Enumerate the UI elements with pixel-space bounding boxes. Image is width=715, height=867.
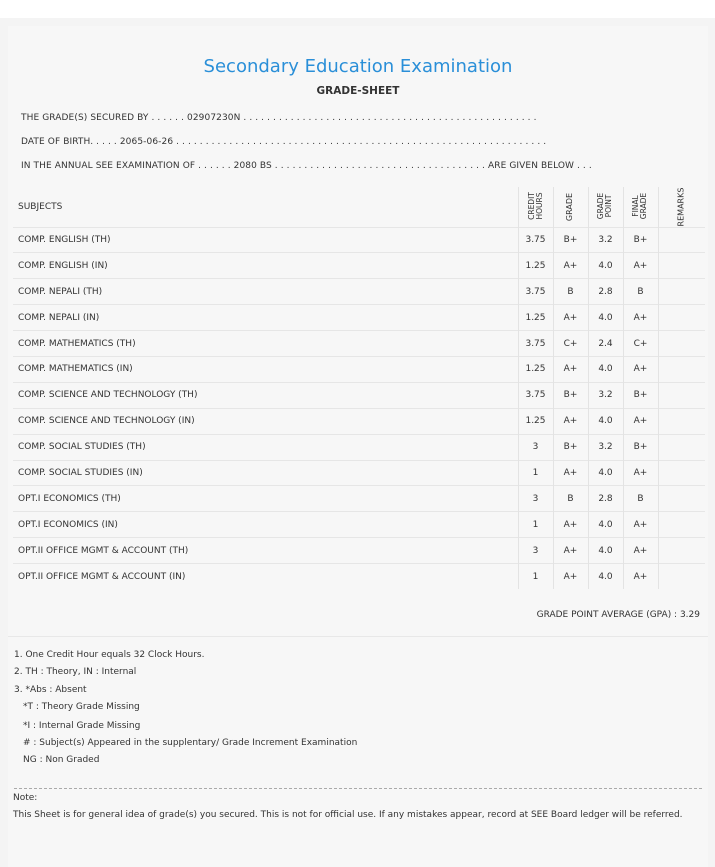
credit-hours-cell: 1 xyxy=(518,564,553,590)
credit-hours-cell: 1.25 xyxy=(518,253,553,279)
table-row xyxy=(13,564,705,590)
credit-hours-cell: 3 xyxy=(518,434,553,460)
header-subjects: SUBJECTS xyxy=(18,201,63,212)
final-grade-cell: A+ xyxy=(623,356,658,382)
header-grade-point xyxy=(588,187,623,227)
grade-cell: A+ xyxy=(553,564,588,590)
header-credit-line2: HOURS xyxy=(534,192,544,220)
grade-cell: B+ xyxy=(553,434,588,460)
final-grade-cell: A+ xyxy=(623,408,658,434)
grade-cell: A+ xyxy=(553,305,588,331)
subject-cell: COMP. SOCIAL STUDIES (TH) xyxy=(13,434,518,460)
table-row xyxy=(13,253,705,279)
grade-point-cell: 4.0 xyxy=(588,305,623,331)
subject-cell: OPT.I ECONOMICS (IN) xyxy=(13,512,518,538)
subject-cell: OPT.II OFFICE MGMT & ACCOUNT (IN) xyxy=(13,564,518,590)
note-item: 1. One Credit Hour equals 32 Clock Hours. xyxy=(14,650,205,660)
subject-cell: COMP. SCIENCE AND TECHNOLOGY (IN) xyxy=(13,408,518,434)
grade-cell: A+ xyxy=(553,512,588,538)
remarks-cell xyxy=(658,279,705,305)
grade-point-cell: 4.0 xyxy=(588,460,623,486)
subject-cell: OPT.II OFFICE MGMT & ACCOUNT (TH) xyxy=(13,538,518,564)
final-grade-cell: A+ xyxy=(623,460,658,486)
dob-line: DATE OF BIRTH. . . . . 2065-06-26 . . . . . . . . . . . . . . . . . . . . . . . . . . . . . . . . . . . . . . . . . . . . . . . . . . . . . . . . . . . . . . . xyxy=(21,137,547,147)
remarks-cell xyxy=(658,382,705,408)
grade-cell: C+ xyxy=(553,331,588,357)
grade-point-cell: 2.8 xyxy=(588,279,623,305)
credit-hours-cell: 3 xyxy=(518,538,553,564)
grade-point-cell: 4.0 xyxy=(588,512,623,538)
subject-cell: COMP. NEPALI (TH) xyxy=(13,279,518,305)
remarks-cell xyxy=(658,486,705,512)
footer-note-text: This Sheet is for general idea of grade(s) you secured. This is not for official use. If any mistakes appear, record at SEE Board ledger will be referred. xyxy=(13,810,683,820)
header-point-line1: GRADE xyxy=(596,193,606,220)
credit-hours-cell: 1 xyxy=(518,460,553,486)
grade-point-cell: 3.2 xyxy=(588,227,623,253)
gpa-value: GRADE POINT AVERAGE (GPA) : 3.29 xyxy=(536,610,700,620)
table-row xyxy=(13,305,705,331)
header-grade xyxy=(553,187,588,227)
grade-point-cell: 4.0 xyxy=(588,253,623,279)
credit-hours-cell: 1.25 xyxy=(518,356,553,382)
grade-point-cell: 4.0 xyxy=(588,564,623,590)
final-grade-cell: B+ xyxy=(623,434,658,460)
credit-hours-cell: 3.75 xyxy=(518,227,553,253)
header-remarks xyxy=(658,187,705,227)
final-grade-cell: A+ xyxy=(623,253,658,279)
grade-cell: A+ xyxy=(553,538,588,564)
top-bar xyxy=(0,0,715,18)
final-grade-cell: A+ xyxy=(623,512,658,538)
credit-hours-cell: 3.75 xyxy=(518,279,553,305)
final-grade-cell: B xyxy=(623,486,658,512)
subject-cell: COMP. MATHEMATICS (IN) xyxy=(13,356,518,382)
header-final-line1: FINAL xyxy=(631,195,641,217)
note-item: 2. TH : Theory, IN : Internal xyxy=(14,667,137,677)
note-item: *I : Internal Grade Missing xyxy=(23,721,141,731)
table-row xyxy=(13,356,705,382)
remarks-cell xyxy=(658,512,705,538)
credit-hours-cell: 1.25 xyxy=(518,408,553,434)
final-grade-cell: A+ xyxy=(623,305,658,331)
grade-cell: B xyxy=(553,486,588,512)
credit-hours-cell: 3.75 xyxy=(518,331,553,357)
final-grade-cell: A+ xyxy=(623,564,658,590)
note-item: # : Subject(s) Appeared in the supplentary/ Grade Increment Examination xyxy=(23,738,358,748)
remarks-cell xyxy=(658,408,705,434)
note-item: NG : Non Graded xyxy=(23,755,100,765)
table-row xyxy=(13,434,705,460)
header-point-line2: POINT xyxy=(604,194,614,218)
grade-point-cell: 3.2 xyxy=(588,434,623,460)
sheet-subtitle: GRADE-SHEET xyxy=(316,85,400,97)
header-credit-line1: CREDIT xyxy=(526,192,536,221)
credit-hours-cell: 1.25 xyxy=(518,305,553,331)
grade-cell: A+ xyxy=(553,460,588,486)
remarks-cell xyxy=(658,564,705,590)
exam-line: IN THE ANNUAL SEE EXAMINATION OF . . . . . . 2080 BS . . . . . . . . . . . . . . . . . . . . . . . . . . . . . . . . . . . . ARE GIVEN BELOW . . . xyxy=(21,161,592,171)
subject-cell: COMP. MATHEMATICS (TH) xyxy=(13,331,518,357)
subject-cell: COMP. SCIENCE AND TECHNOLOGY (TH) xyxy=(13,382,518,408)
table-row xyxy=(13,538,705,564)
grade-sheet xyxy=(8,26,708,867)
grade-cell: A+ xyxy=(553,356,588,382)
credit-hours-cell: 3 xyxy=(518,486,553,512)
grade-cell: A+ xyxy=(553,408,588,434)
header-grade-text: GRADE xyxy=(565,192,575,221)
table-row xyxy=(13,512,705,538)
grade-cell: B xyxy=(553,279,588,305)
remarks-cell xyxy=(658,227,705,253)
grade-point-cell: 2.4 xyxy=(588,331,623,357)
dashed-divider xyxy=(14,788,702,789)
header-credit-hours xyxy=(518,187,553,227)
table-row xyxy=(13,460,705,486)
note-item: 3. *Abs : Absent xyxy=(14,685,87,695)
final-grade-cell: B+ xyxy=(623,227,658,253)
remarks-cell xyxy=(658,434,705,460)
remarks-cell xyxy=(658,253,705,279)
remarks-cell xyxy=(658,305,705,331)
subject-cell: COMP. ENGLISH (IN) xyxy=(13,253,518,279)
table-row xyxy=(13,279,705,305)
final-grade-cell: B+ xyxy=(623,382,658,408)
credit-hours-cell: 1 xyxy=(518,512,553,538)
table-row xyxy=(13,408,705,434)
grade-cell: B+ xyxy=(553,227,588,253)
secured-by-line: THE GRADE(S) SECURED BY . . . . . . 02907230N . . . . . . . . . . . . . . . . . . . . . . . . . . . . . . . . . . . . . . . . . . . . . . . . . . xyxy=(21,113,537,123)
subject-cell: COMP. SOCIAL STUDIES (IN) xyxy=(13,460,518,486)
table-row xyxy=(13,382,705,408)
remarks-cell xyxy=(658,356,705,382)
table-header-row xyxy=(13,187,705,227)
remarks-cell xyxy=(658,538,705,564)
footer-note-heading: Note: xyxy=(13,793,38,803)
grade-point-cell: 4.0 xyxy=(588,538,623,564)
table-row xyxy=(13,331,705,357)
table-row xyxy=(13,227,705,253)
grade-point-cell: 4.0 xyxy=(588,408,623,434)
note-item: *T : Theory Grade Missing xyxy=(23,702,140,712)
exam-title: Secondary Education Examination xyxy=(203,56,513,77)
header-remarks-text: REMARKS xyxy=(676,187,686,227)
grades-body xyxy=(13,227,705,589)
subject-cell: OPT.I ECONOMICS (TH) xyxy=(13,486,518,512)
subject-cell: COMP. ENGLISH (TH) xyxy=(13,227,518,253)
grade-cell: A+ xyxy=(553,253,588,279)
table-row xyxy=(13,486,705,512)
final-grade-cell: C+ xyxy=(623,331,658,357)
remarks-cell xyxy=(658,331,705,357)
grade-point-cell: 3.2 xyxy=(588,382,623,408)
credit-hours-cell: 3.75 xyxy=(518,382,553,408)
final-grade-cell: B xyxy=(623,279,658,305)
header-final-line2: GRADE xyxy=(639,193,649,220)
grade-cell: B+ xyxy=(553,382,588,408)
grades-table xyxy=(13,187,705,589)
subject-cell: COMP. NEPALI (IN) xyxy=(13,305,518,331)
header-final-grade xyxy=(623,187,658,227)
divider xyxy=(8,636,708,637)
grade-point-cell: 4.0 xyxy=(588,356,623,382)
remarks-cell xyxy=(658,460,705,486)
final-grade-cell: A+ xyxy=(623,538,658,564)
grade-point-cell: 2.8 xyxy=(588,486,623,512)
